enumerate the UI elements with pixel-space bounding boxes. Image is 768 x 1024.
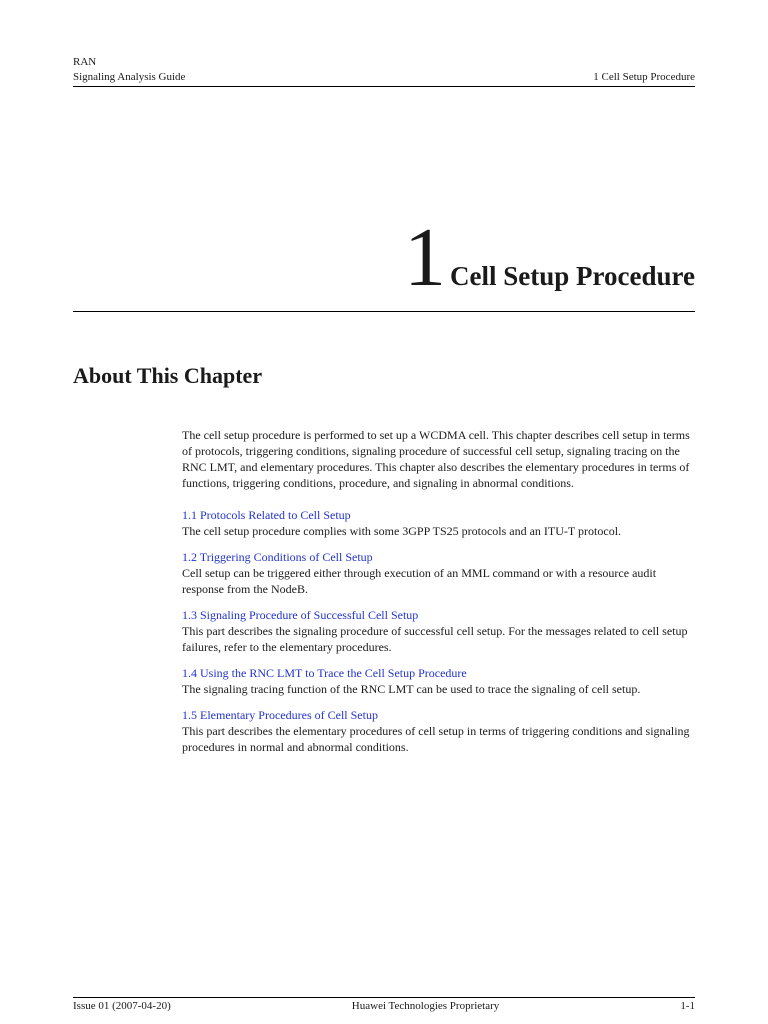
toc-link-rnc-lmt-trace[interactable]: 1.4 Using the RNC LMT to Trace the Cell Setup Procedure	[182, 666, 467, 680]
footer-divider	[73, 997, 695, 998]
toc-desc-signaling-procedure: This part describes the signaling procedure of successful cell setup. For the messages related to cell setup failures, refer to the elementary procedures.	[182, 624, 688, 654]
toc-desc-protocols: The cell setup procedure complies with some 3GPP TS25 protocols and an ITU-T protocol.	[182, 524, 622, 538]
page-footer	[73, 999, 695, 1014]
section-heading: About This Chapter	[73, 363, 263, 388]
chapter-title-divider	[73, 311, 695, 312]
footer-issue: Issue 01 (2007-04-20)	[73, 1000, 171, 1012]
header-guide-title: Signaling Analysis Guide	[73, 71, 186, 83]
toc-link-signaling-procedure[interactable]: 1.3 Signaling Procedure of Successful Cell Setup	[182, 608, 419, 622]
footer-company: Huawei Technologies Proprietary	[351, 1000, 500, 1012]
toc-desc-elementary-procedures: This part describes the elementary procedures of cell setup in terms of triggering conditions and signaling procedures in normal and abnormal conditions.	[182, 724, 690, 754]
chapter-title	[404, 211, 695, 304]
chapter-name: Cell Setup Procedure	[450, 261, 695, 291]
toc-item-1-4	[182, 665, 695, 697]
header-chapter-title: 1 Cell Setup Procedure	[593, 71, 695, 83]
header-row	[73, 70, 695, 85]
chapter-content	[182, 427, 695, 765]
toc-item-1-1	[182, 507, 695, 539]
toc-link-triggering-conditions[interactable]: 1.2 Triggering Conditions of Cell Setup	[182, 550, 373, 564]
toc-link-protocols[interactable]: 1.1 Protocols Related to Cell Setup	[182, 508, 351, 522]
toc-item-1-2	[182, 549, 695, 597]
chapter-number: 1	[404, 211, 447, 304]
header-product: RAN	[73, 56, 97, 68]
toc-item-1-3	[182, 607, 695, 655]
toc-desc-rnc-lmt-trace: The signaling tracing function of the RNC LMT can be used to trace the signaling of cell setup.	[182, 682, 641, 696]
toc-item-1-5	[182, 707, 695, 755]
toc-desc-triggering-conditions: Cell setup can be triggered either through execution of an MML command or with a resource audit response from the NodeB.	[182, 566, 657, 596]
intro-paragraph: The cell setup procedure is performed to set up a WCDMA cell. This chapter describes cell setup in terms of protocols, triggering conditions, signaling procedure of successful cell setup, signaling tracing on the RNC LMT, and elementary procedures. This chapter also describes the elementary procedures in terms of functions, triggering conditions, procedure, and signaling in abnormal conditions.	[182, 428, 690, 490]
page-header	[73, 55, 695, 85]
header-divider	[73, 86, 695, 87]
footer-page-number: 1-1	[680, 1000, 695, 1012]
toc-link-elementary-procedures[interactable]: 1.5 Elementary Procedures of Cell Setup	[182, 708, 378, 722]
